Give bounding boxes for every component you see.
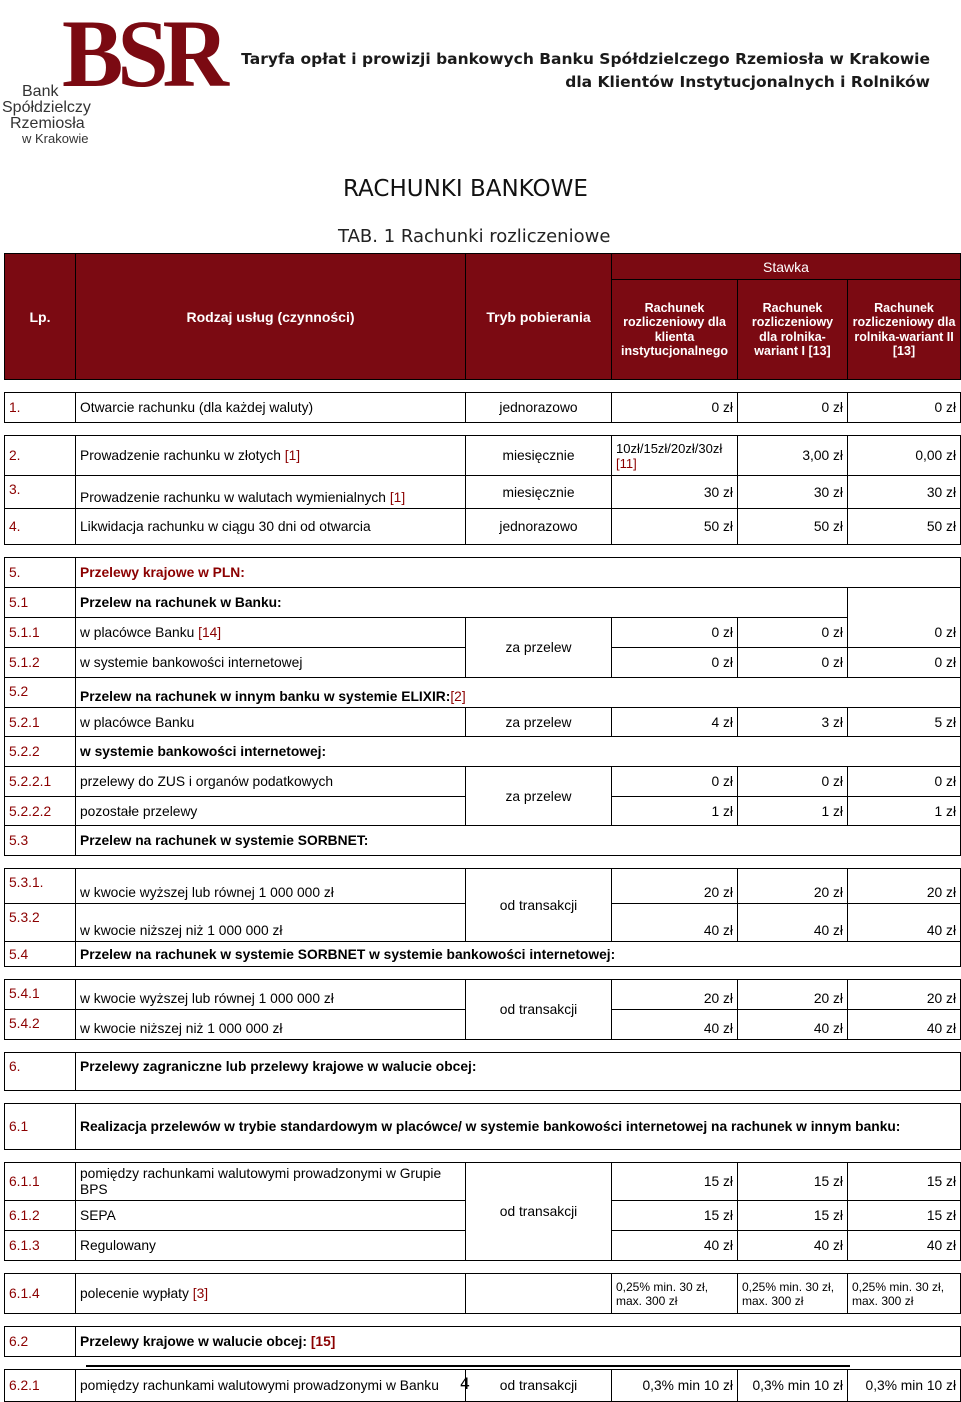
row-service: [76, 1274, 466, 1314]
col-header-farmer-1: Rachunek rozliczeniowy dla rolnika-wariant I [13]: [738, 280, 848, 380]
service-name: w placówce Banku: [80, 625, 195, 640]
row-value-farmer-1: 40 zł: [738, 1010, 848, 1040]
row-value-farmer-1: 0 zł: [738, 648, 848, 678]
row-number: 3.: [5, 476, 76, 509]
row-value-farmer-1: 20 zł: [738, 980, 848, 1010]
row-value-farmer-2: 0,00 zł: [848, 436, 961, 476]
footnote-ref: [1]: [389, 490, 406, 505]
footnote-ref: [2]: [450, 689, 466, 704]
logo-line: Rzemiosła: [10, 115, 85, 132]
row-mode: od transakcji: [466, 1370, 612, 1402]
row-value-farmer-1: 20 zł: [738, 869, 848, 904]
row-number: 5.1.2: [5, 648, 76, 678]
header-row: [5, 254, 961, 280]
row-value-farmer-1: 3,00 zł: [738, 436, 848, 476]
fee-value: 10zł/15zł/20zł/30zł: [616, 440, 723, 456]
row-mode: jednorazowo: [466, 509, 612, 545]
section-heading-text: Przelew na rachunek w innym banku w systemie ELIXIR:: [80, 689, 451, 704]
section-heading: Przelewy zagraniczne lub przelewy krajowe w walucie obcej:: [76, 1053, 961, 1091]
document-header: [241, 48, 930, 94]
service-name: Prowadzenie rachunku w złotych: [80, 448, 281, 463]
row-service: w kwocie wyższej lub równej 1 000 000 zł: [76, 980, 466, 1010]
section-heading: Przelew na rachunek w Banku:: [76, 588, 848, 618]
row-service: Otwarcie rachunku (dla każdej waluty): [76, 393, 466, 423]
section-row: [5, 558, 961, 588]
row-service: pomiędzy rachunkami walutowymi prowadzonymi w Banku: [76, 1370, 466, 1402]
row-number: 6.: [5, 1053, 76, 1091]
table-row: [5, 980, 961, 1010]
row-value-institutional: 30 zł: [612, 476, 738, 509]
row-number: 5.2.2.2: [5, 797, 76, 826]
row-value-farmer-1: 1 zł: [738, 797, 848, 826]
row-number: 2.: [5, 436, 76, 476]
row-value-farmer-2: 50 zł: [848, 509, 961, 545]
row-mode: miesięcznie: [466, 436, 612, 476]
logo-line: Bank: [22, 83, 59, 100]
row-service: w placówce Banku: [76, 708, 466, 737]
col-header-service: Rodzaj usług (czynności): [76, 254, 466, 380]
row-value-farmer-1: 0 zł: [738, 767, 848, 797]
table-row: [5, 869, 961, 904]
row-service: przelewy do ZUS i organów podatkowych: [76, 767, 466, 797]
row-value-institutional: 40 zł: [612, 904, 738, 942]
row-number: 5.4: [5, 942, 76, 967]
row-value-farmer-2: 0,25% min. 30 zł, max. 300 zł: [848, 1274, 961, 1314]
row-number: 1.: [5, 393, 76, 423]
row-mode: za przelew: [466, 708, 612, 737]
row-value-farmer-2: 0 zł: [848, 393, 961, 423]
row-value-institutional: 40 zł: [612, 1231, 738, 1261]
section-row: [5, 942, 961, 967]
table-row: [5, 509, 961, 545]
service-name: Prowadzenie rachunku w walutach wymienialnych: [80, 490, 386, 505]
row-number: 5.4.2: [5, 1010, 76, 1040]
section-row: [5, 588, 961, 618]
row-service: SEPA: [76, 1201, 466, 1231]
section-heading: Przelewy krajowe w PLN:: [76, 558, 961, 588]
section-row: [5, 678, 961, 708]
footnote-ref: [11]: [616, 455, 637, 471]
table-row: [5, 436, 961, 476]
row-mode: od transakcji: [466, 980, 612, 1040]
row-mode: od transakcji: [466, 869, 612, 942]
row-mode: miesięcznie: [466, 476, 612, 509]
footnote-ref: [3]: [192, 1286, 209, 1301]
row-value-institutional: 4 zł: [612, 708, 738, 737]
row-value-farmer-2: 0 zł: [848, 618, 961, 648]
table-row: [5, 476, 961, 509]
row-value-farmer-1: 40 zł: [738, 1231, 848, 1261]
row-value-institutional: 50 zł: [612, 509, 738, 545]
table-row: [5, 767, 961, 797]
row-value-farmer-2: 1 zł: [848, 797, 961, 826]
section-row: [5, 1053, 961, 1091]
logo-line: w Krakowie: [22, 131, 89, 146]
row-service: [76, 436, 466, 476]
row-number: 5.3.2: [5, 904, 76, 942]
row-value-farmer-1: 50 zł: [738, 509, 848, 545]
row-mode: za przelew: [466, 767, 612, 826]
section-heading: Przelew na rachunek w systemie SORBNET:: [76, 826, 961, 856]
row-service: w systemie bankowości internetowej: [76, 648, 466, 678]
row-value-farmer-2: 15 zł: [848, 1163, 961, 1201]
row-value-farmer-1: 0,3% min 10 zł: [738, 1370, 848, 1402]
bank-logo: [0, 0, 223, 146]
row-service: pozostałe przelewy: [76, 797, 466, 826]
row-value-institutional: 0 zł: [612, 648, 738, 678]
row-value-farmer-2: 0,3% min 10 zł: [848, 1370, 961, 1402]
row-number: 5.4.1: [5, 980, 76, 1010]
row-service: w kwocie niższej niż 1 000 000 zł: [76, 1010, 466, 1040]
table-row: [5, 393, 961, 423]
col-header-lp: Lp.: [5, 254, 76, 380]
logo-line: Spółdzielczy: [2, 99, 91, 116]
footer-divider: [86, 1365, 850, 1367]
row-value-farmer-1: 40 zł: [738, 904, 848, 942]
row-number: 6.1: [5, 1104, 76, 1150]
row-service: [76, 476, 466, 509]
row-value-farmer-1: 3 zł: [738, 708, 848, 737]
row-number: 4.: [5, 509, 76, 545]
col-header-institutional: Rachunek rozliczeniowy dla klienta instytucjonalnego: [612, 280, 738, 380]
row-number: 5.: [5, 558, 76, 588]
row-number: 5.3.1.: [5, 869, 76, 904]
service-name: polecenie wypłaty: [80, 1286, 189, 1301]
row-service: Regulowany: [76, 1231, 466, 1261]
row-value-institutional: 20 zł: [612, 869, 738, 904]
row-service: w kwocie wyższej lub równej 1 000 000 zł: [76, 869, 466, 904]
footnote-ref: [15]: [310, 1334, 336, 1349]
row-number: 5.2.2: [5, 737, 76, 767]
section-title: RACHUNKI BANKOWE: [343, 176, 588, 202]
row-value-institutional: 40 zł: [612, 1010, 738, 1040]
row-value-institutional: 0,3% min 10 zł: [612, 1370, 738, 1402]
row-value-farmer-1: 15 zł: [738, 1163, 848, 1201]
table-row: [5, 1274, 961, 1314]
row-number: 5.1: [5, 588, 76, 618]
row-value-farmer-2: 5 zł: [848, 708, 961, 737]
row-value-institutional: 0 zł: [612, 767, 738, 797]
row-service: [76, 618, 466, 648]
row-number: 5.2.2.1: [5, 767, 76, 797]
section-heading-text: Przelewy krajowe w walucie obcej:: [80, 1334, 307, 1349]
section-heading: [76, 1327, 961, 1357]
row-service: pomiędzy rachunkami walutowymi prowadzonymi w Grupie BPS: [76, 1163, 466, 1201]
section-heading: w systemie bankowości internetowej:: [76, 737, 961, 767]
row-number: 6.1.3: [5, 1231, 76, 1261]
header-line-1: Taryfa opłat i prowizji bankowych Banku Spółdzielczego Rzemiosła w Krakowie: [241, 50, 930, 68]
section-row: [5, 1327, 961, 1357]
row-number: 5.2.1: [5, 708, 76, 737]
footnote-ref: [1]: [284, 448, 301, 463]
row-value-farmer-1: 15 zł: [738, 1201, 848, 1231]
row-value-institutional: 0 zł: [612, 618, 738, 648]
section-row: [5, 737, 961, 767]
row-value-institutional: 15 zł: [612, 1201, 738, 1231]
row-service: w kwocie niższej niż 1 000 000 zł: [76, 904, 466, 942]
row-number: 6.1.2: [5, 1201, 76, 1231]
row-value-farmer-2: 0 zł: [848, 648, 961, 678]
row-value-institutional: [612, 436, 738, 476]
col-header-mode: Tryb pobierania: [466, 254, 612, 380]
table-row: [5, 708, 961, 737]
row-value-farmer-2: 40 zł: [848, 904, 961, 942]
table-row: [5, 1163, 961, 1201]
row-number: 5.3: [5, 826, 76, 856]
row-value-farmer-2: 0 zł: [848, 767, 961, 797]
row-number: 6.2: [5, 1327, 76, 1357]
row-value-institutional: 15 zł: [612, 1163, 738, 1201]
section-row: [5, 826, 961, 856]
section-heading: Przelew na rachunek w systemie SORBNET w systemie bankowości internetowej:: [76, 942, 961, 967]
row-value-institutional: 20 zł: [612, 980, 738, 1010]
row-number: 6.1.4: [5, 1274, 76, 1314]
row-number: 5.2: [5, 678, 76, 708]
col-header-farmer-2: Rachunek rozliczeniowy dla rolnika-wariant II [13]: [848, 280, 961, 380]
row-value-farmer-1: 0 zł: [738, 618, 848, 648]
row-value-farmer-2: 20 zł: [848, 869, 961, 904]
row-value-farmer-2: 20 zł: [848, 980, 961, 1010]
footnote-ref: [14]: [198, 625, 222, 640]
fee-table: [4, 253, 961, 1402]
section-heading: [76, 678, 961, 708]
row-mode: od transakcji: [466, 1163, 612, 1261]
row-value-farmer-2: 30 zł: [848, 476, 961, 509]
row-value-farmer-1: 0 zł: [738, 393, 848, 423]
row-value-farmer-1: 0,25% min. 30 zł, max. 300 zł: [738, 1274, 848, 1314]
row-value-farmer-2: 40 zł: [848, 1231, 961, 1261]
row-mode: za przelew: [466, 618, 612, 678]
row-number: 6.1.1: [5, 1163, 76, 1201]
col-header-rate: Stawka: [612, 254, 961, 280]
row-number: 5.1.1: [5, 618, 76, 648]
row-service: Likwidacja rachunku w ciągu 30 dni od otwarcia: [76, 509, 466, 545]
section-row: [5, 1104, 961, 1150]
row-number: 6.2.1: [5, 1370, 76, 1402]
page-number: 4: [459, 1374, 471, 1393]
row-value-farmer-2: 40 zł: [848, 1010, 961, 1040]
row-value-institutional: 0,25% min. 30 zł, max. 300 zł: [612, 1274, 738, 1314]
table-caption: TAB. 1 Rachunki rozliczeniowe: [338, 226, 611, 247]
row-value-farmer-1: 30 zł: [738, 476, 848, 509]
table-row: [5, 618, 961, 648]
header-line-2: dla Klientów Instytucjonalnych i Rolników: [565, 73, 930, 91]
row-value-farmer-2: 15 zł: [848, 1201, 961, 1231]
logo-letters: BSR: [62, 0, 223, 108]
row-value-institutional: 0 zł: [612, 393, 738, 423]
row-value-institutional: 1 zł: [612, 797, 738, 826]
section-heading: Realizacja przelewów w trybie standardowym w placówce/ w systemie bankowości internetowej na rachunek w innym banku:: [76, 1104, 961, 1150]
row-mode: jednorazowo: [466, 393, 612, 423]
